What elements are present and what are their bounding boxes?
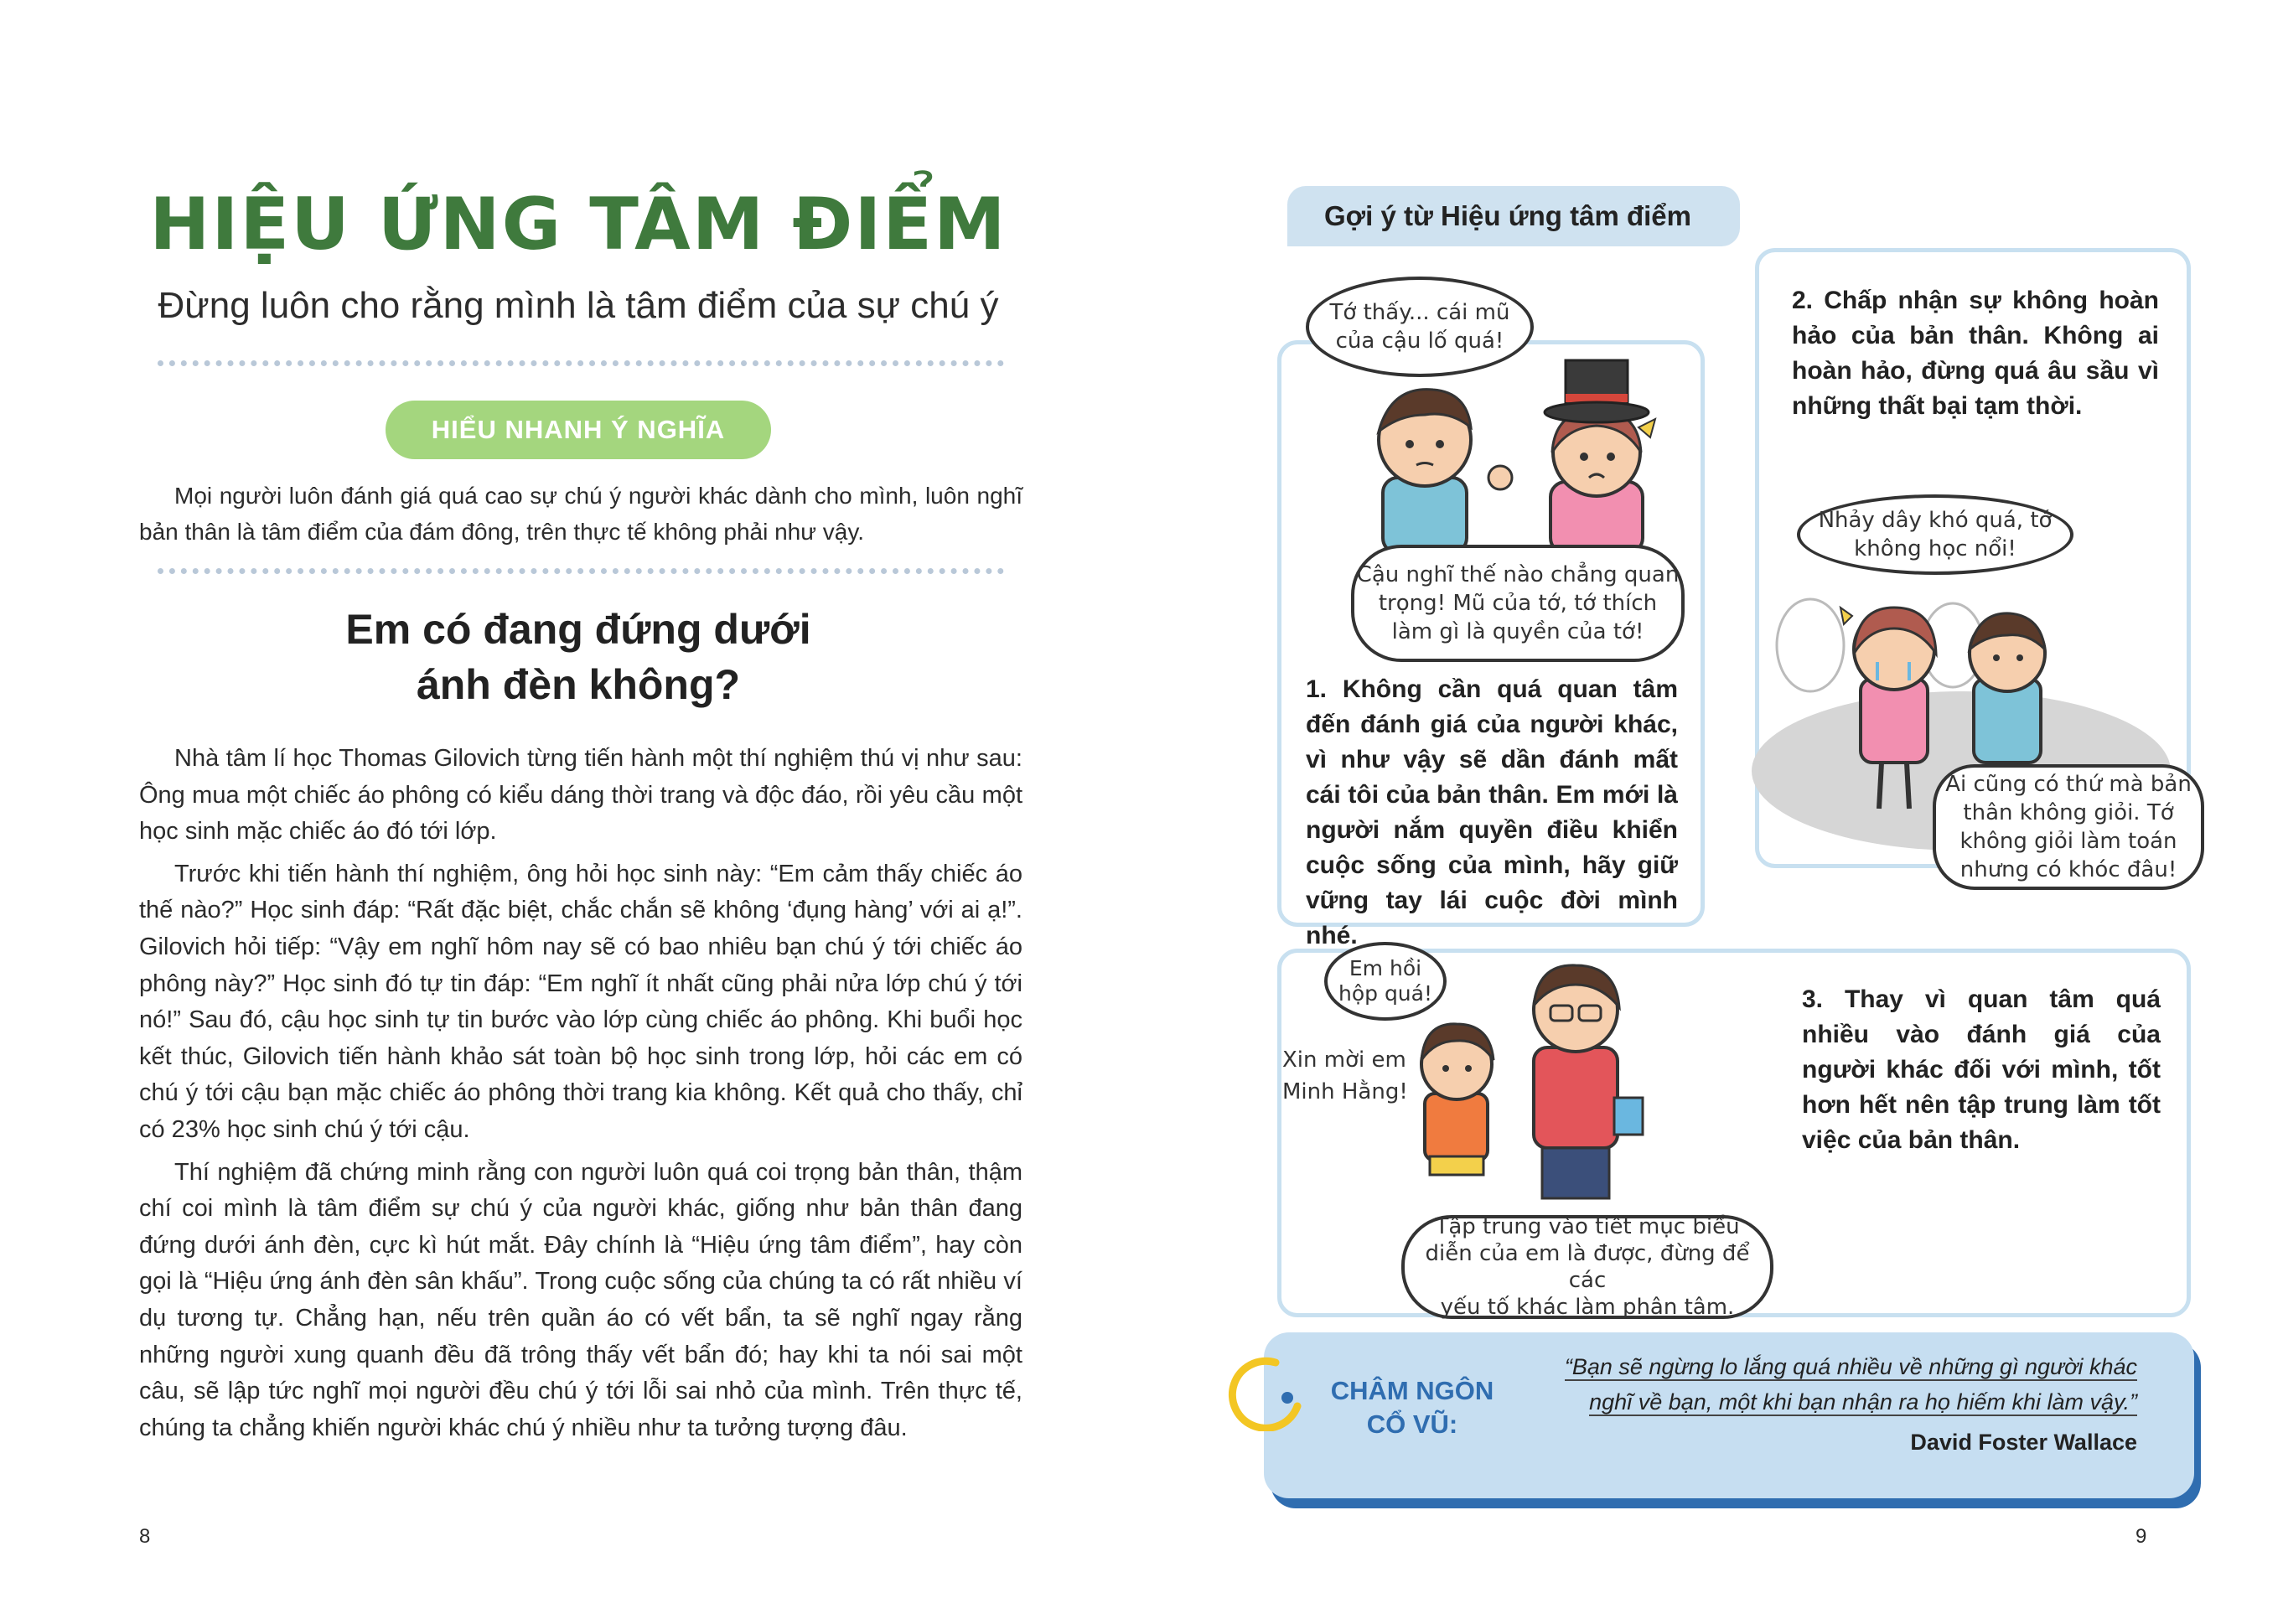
page-number: 9: [2135, 1525, 2147, 1548]
paragraph: Nhà tâm lí học Thomas Gilovich từng tiến hành một thí nghiệm thú vị như sau: Ông mua một chiếc áo phông có kiểu dáng thời trang và độc đáo, rồi yêu cầu một học sinh mặc chiếc áo đó tới lớp.: [139, 745, 1022, 846]
section-title: [184, 602, 972, 712]
bubble-line: không giỏi làm toán: [1959, 829, 2177, 854]
speech-bubble: [1306, 277, 1534, 377]
dotted-divider: [158, 568, 1004, 574]
dotted-divider: [158, 360, 1004, 366]
quote-line: “Bạn sẽ ngừng lo lắng quá nhiều về những gì người khác: [1564, 1354, 2137, 1379]
speech-bubble: [1797, 494, 2073, 575]
speech-bubble: [1324, 942, 1447, 1021]
bubble-line: làm gì là quyền của tớ!: [1391, 619, 1644, 644]
bubble-line: trọng! Mũ của tớ, tớ thích: [1378, 591, 1658, 616]
speech-bubble: [1351, 545, 1685, 662]
speech-bubble: [1401, 1215, 1773, 1319]
bubble-line: Ai cũng có thứ mà bản: [1945, 772, 2192, 797]
bubble-line: không học nổi!: [1854, 536, 2016, 561]
paragraph: Thí nghiệm đã chứng minh rằng con người luôn quá coi trọng bản thân, thậm chí coi mình là tâm điểm sự chú ý của người khác, giống như bản thân đang đứng dưới ánh đèn, cực kì hút mắt. Đây chính là “Hiệu ứng tâm điểm”, hay còn gọi là “Hiệu ứng ánh đèn sân khấu”. Trong cuộc sống của chúng ta có rất nhiều ví dụ tương tự. Chẳng hạn, nếu trên quần áo có vết bẩn, ta sẽ nghĩ ngay rằng những người xung quanh đều đã trông thấy vết bẩn đó; hay khi ta nói sai một câu, sẽ lập tức nghĩ mọi người đều chú ý tới lỗi sai nhỏ của mình. Trên thực tế, chúng ta chẳng khiến người khác chú ý nhiều như ta tưởng tượng đâu.: [139, 1158, 1022, 1441]
tip-1: 1. Không cần quá quan tâm đến đánh giá của người khác, vì như vậy sẽ dần đánh mất cái tôi của bản thân. Em mới là người nắm quyền điều khiển cuộc sống của mình, hãy giữ vững tay lái cuộc đời mình nhé.: [1306, 675, 1678, 949]
page-title: HIỆU ỨNG TÂM ĐIỂM: [149, 183, 1007, 266]
quote-text: [1534, 1349, 2137, 1420]
meaning-badge: HIỂU NHANH Ý NGHĨA: [386, 401, 771, 459]
quote-line: nghĩ về bạn, một khi bạn nhận ra họ hiếm khi làm vậy.”: [1589, 1389, 2137, 1415]
bubble-line: nhưng có khóc đâu!: [1959, 857, 2177, 882]
call-out-text: [1282, 1044, 1408, 1108]
quote-label-line: CHÂM NGÔN: [1330, 1376, 1494, 1405]
bubble-line: Cậu nghĩ thế nào chẳng quan: [1356, 562, 1680, 587]
bubble-line: Tập trung vào tiết mục biểu: [1435, 1214, 1740, 1239]
bubble-line: Em hồi: [1349, 956, 1422, 980]
page-number: 8: [139, 1525, 151, 1548]
bubble-line: của cậu lố quá!: [1335, 328, 1504, 354]
section-title-line: ánh đèn không?: [416, 661, 741, 708]
bubble-line: thân không giỏi. Tớ: [1963, 800, 2174, 825]
bubble-line: yếu tố khác làm phân tâm.: [1440, 1295, 1735, 1320]
call-line: Minh Hằng!: [1282, 1079, 1408, 1104]
bubble-line: Tớ thấy... cái mũ: [1329, 300, 1510, 325]
quote-label: [1316, 1374, 1509, 1441]
call-line: Xin mời em: [1282, 1047, 1406, 1073]
bubble-line: Nhảy dây khó quá, tớ: [1818, 508, 2053, 533]
moon-icon: [1217, 1347, 1309, 1431]
tip-2: 2. Chấp nhận sự không hoàn hảo của bản thân. Không ai hoàn hảo, đừng quá âu sầu vì những thất bại tạm thời.: [1792, 287, 2159, 420]
suggestion-tab: Gợi ý từ Hiệu ứng tâm điểm: [1287, 186, 1740, 246]
quote-label-line: CỔ VŨ:: [1366, 1409, 1458, 1439]
speech-bubble: [1933, 764, 2204, 890]
page-subtitle: Đừng luôn cho rằng mình là tâm điểm của sự chú ý: [158, 285, 999, 326]
summary-text: Mọi người luôn đánh giá quá cao sự chú ý người khác dành cho mình, luôn nghĩ bản thân là tâm điểm của đám đông, trên thực tế không phải như vậy.: [139, 483, 1022, 545]
paragraph: Trước khi tiến hành thí nghiệm, ông hỏi học sinh này: “Em cảm thấy chiếc áo thế nào?” Học sinh đáp: “Rất đặc biệt, chắc chắn sẽ không ‘đụng hàng’ với ai ạ!”. Gilovich hỏi tiếp: “Vậy em nghĩ hôm nay sẽ có bao nhiêu bạn chú ý tới chiếc áo phông này?” Học sinh đó tự tin đáp: “Em nghĩ ít nhất cũng phải nửa lớp chú ý tới nó!” Sau đó, cậu học sinh tự tin bước vào lớp cùng chiếc áo phông. Khi buổi học kết thúc, Gilovich tiến hành khảo sát toàn bộ học sinh trong lớp, hỏi các em có chú ý tới cậu bạn mặc chiếc áo phông thời trang kia không. Kết quả cho thấy, chỉ có 23% học sinh chú ý tới cậu.: [139, 860, 1022, 1143]
bubble-line: diễn của em là được, đừng để các: [1425, 1241, 1750, 1293]
tip-3: 3. Thay vì quan tâm quá nhiều vào đánh giá của người khác đối với mình, tốt hơn hết nên tập trung làm tốt việc của bản thân.: [1802, 985, 2161, 1154]
section-title-line: Em có đang đứng dưới: [345, 606, 811, 653]
bubble-line: hộp quá!: [1338, 981, 1432, 1006]
quote-author: David Foster Wallace: [1910, 1430, 2137, 1455]
body-text: [139, 741, 1022, 1452]
